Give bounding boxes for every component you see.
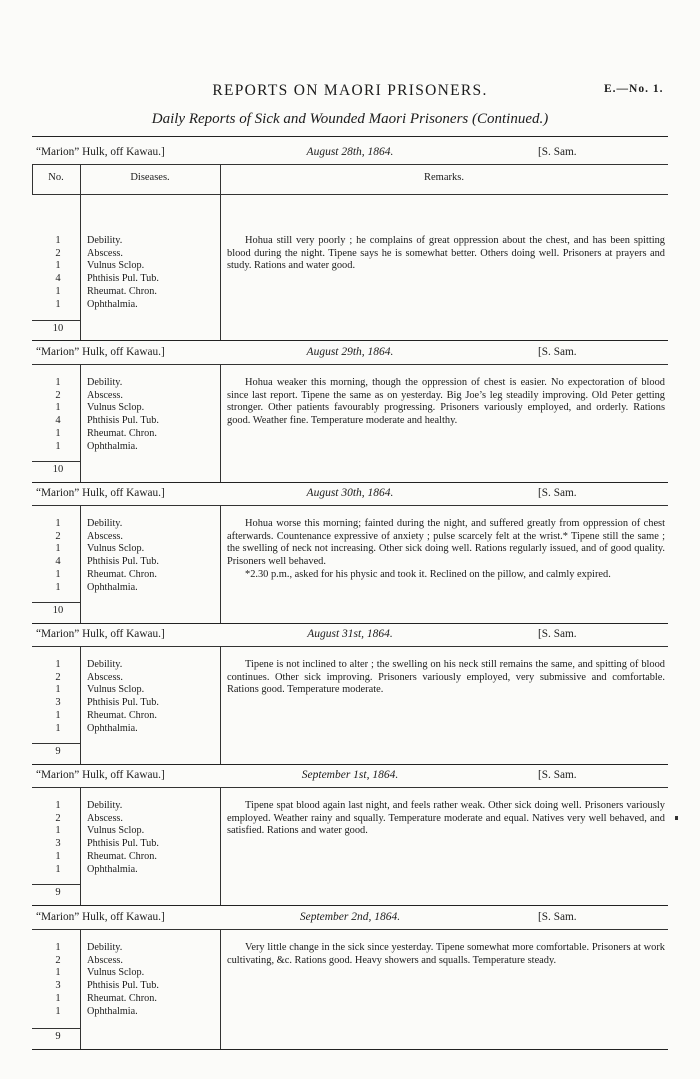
page-reference: E.—No. 1. [604,83,664,95]
remarks-footnote: *2.30 p.m., asked for his physic and took it. Reclined on the pillow, and calmly expired. [245,568,611,580]
block-rule [32,482,668,483]
report-block [0,911,700,1051]
case-count: 1 [55,298,61,310]
column-divider [80,164,81,340]
case-count: 3 [55,697,61,709]
column-divider [80,787,81,905]
remarks-paragraph: Tipene is not inclined to alter ; the swelling on his neck still remains the same, and spitting of blood continues. Other sick improving. Prisoners variously employed, very submissive and comfortable. Rations good. Temperature moderate. [227,659,665,696]
case-count: 2 [55,812,61,824]
remarks-paragraph: Hohua weaker this morning, though the oppression of chest is easier. No expectoration of blood since last report. Tipene the same as on yesterday. Big Joe’s leg steadily improving. Old Peter getting stronger. Other patients favourably progressing. Prisoners variously employed, and orderly. Rations good. Weather fine. Temperature moderate and healthy. [227,377,665,427]
case-count: 1 [55,942,61,953]
block-rule [32,623,668,624]
case-count: 3 [55,980,61,992]
disease-item: Ophthalmia. [87,1005,138,1017]
case-count: 1 [55,568,61,580]
case-count-list [38,800,78,876]
remarks-paragraph: Very little change in the sick since yesterday. Tipene somewhat more comfortable. Prisoners at work cultivating, &c. Rations good. Heavy showers and squalls. Temperature steady. [227,942,665,966]
remarks-text [227,800,665,838]
column-header-remarks: Remarks. [424,172,464,183]
case-count: 1 [55,992,61,1004]
case-total: 9 [55,887,61,898]
case-count: 1 [55,709,61,721]
disease-item: Abscess. [87,247,123,259]
rule [32,364,668,365]
case-count: 1 [55,1005,61,1017]
case-count: 1 [55,402,61,414]
disease-list [87,659,217,735]
disease-item: Vulnus Sclop. [87,260,145,272]
remarks-paragraph: Hohua still very poorly ; he complains of great oppression about the chest, and has been spitting blood during the night. Tipene says he is somewhat better. Others doing well. Prisoners at prayers and study. Rations and water good. [227,235,665,272]
report-date: August 29th, 1864. [306,346,394,358]
disease-item: Debility. [87,235,123,246]
case-count-list [38,235,78,311]
case-total: 9 [55,1031,61,1042]
case-count: 1 [55,440,61,452]
case-count: 1 [55,581,61,593]
rule [32,194,668,195]
case-count: 1 [55,543,61,555]
remarks-paragraph: Tipene spat blood again last night, and feels rather weak. Other sick doing well. Prisoners variously employed. Weather rainy and squally. Temperature moderate and equal. Natives very well behaved, and satisfied. Rations and water good. [227,800,665,837]
case-count-list [38,942,78,1018]
case-count: 2 [55,389,61,401]
remarks-text [227,942,665,967]
case-count: 4 [55,273,61,285]
case-count-list [38,659,78,735]
disease-item: Ophthalmia. [87,581,138,593]
report-signature: [S. Sam. [538,346,577,358]
case-count: 1 [55,377,61,388]
case-count: 1 [55,863,61,875]
total-rule [32,602,80,603]
disease-item: Vulnus Sclop. [87,543,145,555]
disease-item: Rheumat. Chron. [87,709,157,721]
disease-item: Rheumat. Chron. [87,850,157,862]
case-count: 4 [55,556,61,568]
disease-item: Abscess. [87,671,123,683]
total-rule [32,461,80,462]
column-divider [220,646,221,764]
disease-item: Debility. [87,942,123,953]
report-location: “Marion” Hulk, off Kawau.] [36,911,165,923]
disease-list [87,235,217,311]
column-header-diseases: Diseases. [130,172,170,183]
page-title: REPORTS ON MAORI PRISONERS. [212,82,488,99]
remarks-text [227,518,665,582]
disease-item: Vulnus Sclop. [87,825,145,837]
remarks-text [227,377,665,428]
disease-item: Phthisis Pul. Tub. [87,697,159,709]
disease-item: Debility. [87,377,123,388]
report-location: “Marion” Hulk, off Kawau.] [36,487,165,499]
case-count: 1 [55,800,61,811]
page-subtitle: Daily Reports of Sick and Wounded Maori Prisoners (Continued.) [151,111,549,127]
report-date: August 31st, 1864. [307,628,393,640]
column-divider [220,505,221,623]
report-signature: [S. Sam. [538,146,577,158]
disease-item: Ophthalmia. [87,440,138,452]
column-divider [220,787,221,905]
case-count-list [38,377,78,453]
margin-mark [675,816,678,820]
report-block [0,146,700,342]
report-date: August 30th, 1864. [306,487,394,499]
case-total: 10 [52,323,64,334]
column-header-no: No. [48,172,64,183]
case-count: 1 [55,427,61,439]
case-count-list [38,518,78,594]
case-count: 1 [55,518,61,529]
rule [32,164,668,165]
report-block [0,769,700,907]
block-rule [32,1049,668,1050]
disease-list [87,942,217,1018]
report-block [0,346,700,484]
disease-list [87,377,217,453]
column-divider [80,929,81,1049]
disease-item: Abscess. [87,530,123,542]
report-date: September 2nd, 1864. [299,911,401,923]
disease-item: Rheumat. Chron. [87,568,157,580]
block-rule [32,764,668,765]
header-rule [32,136,668,137]
total-rule [32,1028,80,1029]
report-date: September 1st, 1864. [301,769,399,781]
case-count: 2 [55,530,61,542]
case-count: 1 [55,659,61,670]
disease-item: Debility. [87,659,123,670]
disease-item: Ophthalmia. [87,298,138,310]
case-count: 1 [55,684,61,696]
report-location: “Marion” Hulk, off Kawau.] [36,146,165,158]
disease-item: Rheumat. Chron. [87,285,157,297]
disease-item: Phthisis Pul. Tub. [87,556,159,568]
rule [32,505,668,506]
disease-item: Phthisis Pul. Tub. [87,415,159,427]
case-count: 1 [55,235,61,246]
column-divider [32,164,33,194]
disease-item: Abscess. [87,812,123,824]
disease-item: Phthisis Pul. Tub. [87,273,159,285]
report-signature: [S. Sam. [538,628,577,640]
remarks-text [227,235,665,273]
report-location: “Marion” Hulk, off Kawau.] [36,769,165,781]
disease-item: Vulnus Sclop. [87,967,145,979]
disease-list [87,518,217,594]
disease-item: Rheumat. Chron. [87,427,157,439]
case-count: 1 [55,850,61,862]
column-divider [220,164,221,340]
report-block [0,628,700,766]
report-date: August 28th, 1864. [306,146,394,158]
disease-item: Ophthalmia. [87,722,138,734]
report-location: “Marion” Hulk, off Kawau.] [36,628,165,640]
total-rule [32,884,80,885]
disease-item: Debility. [87,518,123,529]
column-divider [220,364,221,482]
total-rule [32,743,80,744]
disease-item: Vulnus Sclop. [87,402,145,414]
disease-item: Phthisis Pul. Tub. [87,838,159,850]
case-count: 1 [55,722,61,734]
column-divider [220,929,221,1049]
block-rule [32,905,668,906]
block-rule [32,340,668,341]
case-count: 1 [55,285,61,297]
case-count: 3 [55,838,61,850]
rule [32,646,668,647]
case-total: 10 [52,464,64,475]
disease-item: Vulnus Sclop. [87,684,145,696]
disease-item: Abscess. [87,954,123,966]
report-signature: [S. Sam. [538,769,577,781]
report-signature: [S. Sam. [538,911,577,923]
total-rule [32,320,80,321]
case-count: 1 [55,260,61,272]
case-count: 1 [55,825,61,837]
column-divider [80,646,81,764]
column-divider [80,505,81,623]
case-count: 2 [55,247,61,259]
case-total: 9 [55,746,61,757]
case-total: 10 [52,605,64,616]
rule [32,787,668,788]
disease-item: Ophthalmia. [87,863,138,875]
case-count: 2 [55,954,61,966]
case-count: 1 [55,967,61,979]
remarks-text [227,659,665,697]
disease-item: Abscess. [87,389,123,401]
remarks-paragraph: Hohua worse this morning; fainted during the night, and suffered greatly from oppression of chest afterwards. Countenance expressive of anxiety ; pulse scarcely felt at the wrist.* Tipene still the same ; the swelling of neck not increasing. Other sick doing well. Rations regularly issued, and of good quality. Prisoners well behaved. [227,518,665,568]
disease-item: Debility. [87,800,123,811]
report-block [0,487,700,625]
disease-list [87,800,217,876]
column-divider [80,364,81,482]
disease-item: Rheumat. Chron. [87,992,157,1004]
disease-item: Phthisis Pul. Tub. [87,980,159,992]
case-count: 2 [55,671,61,683]
report-signature: [S. Sam. [538,487,577,499]
report-location: “Marion” Hulk, off Kawau.] [36,346,165,358]
rule [32,929,668,930]
case-count: 4 [55,415,61,427]
